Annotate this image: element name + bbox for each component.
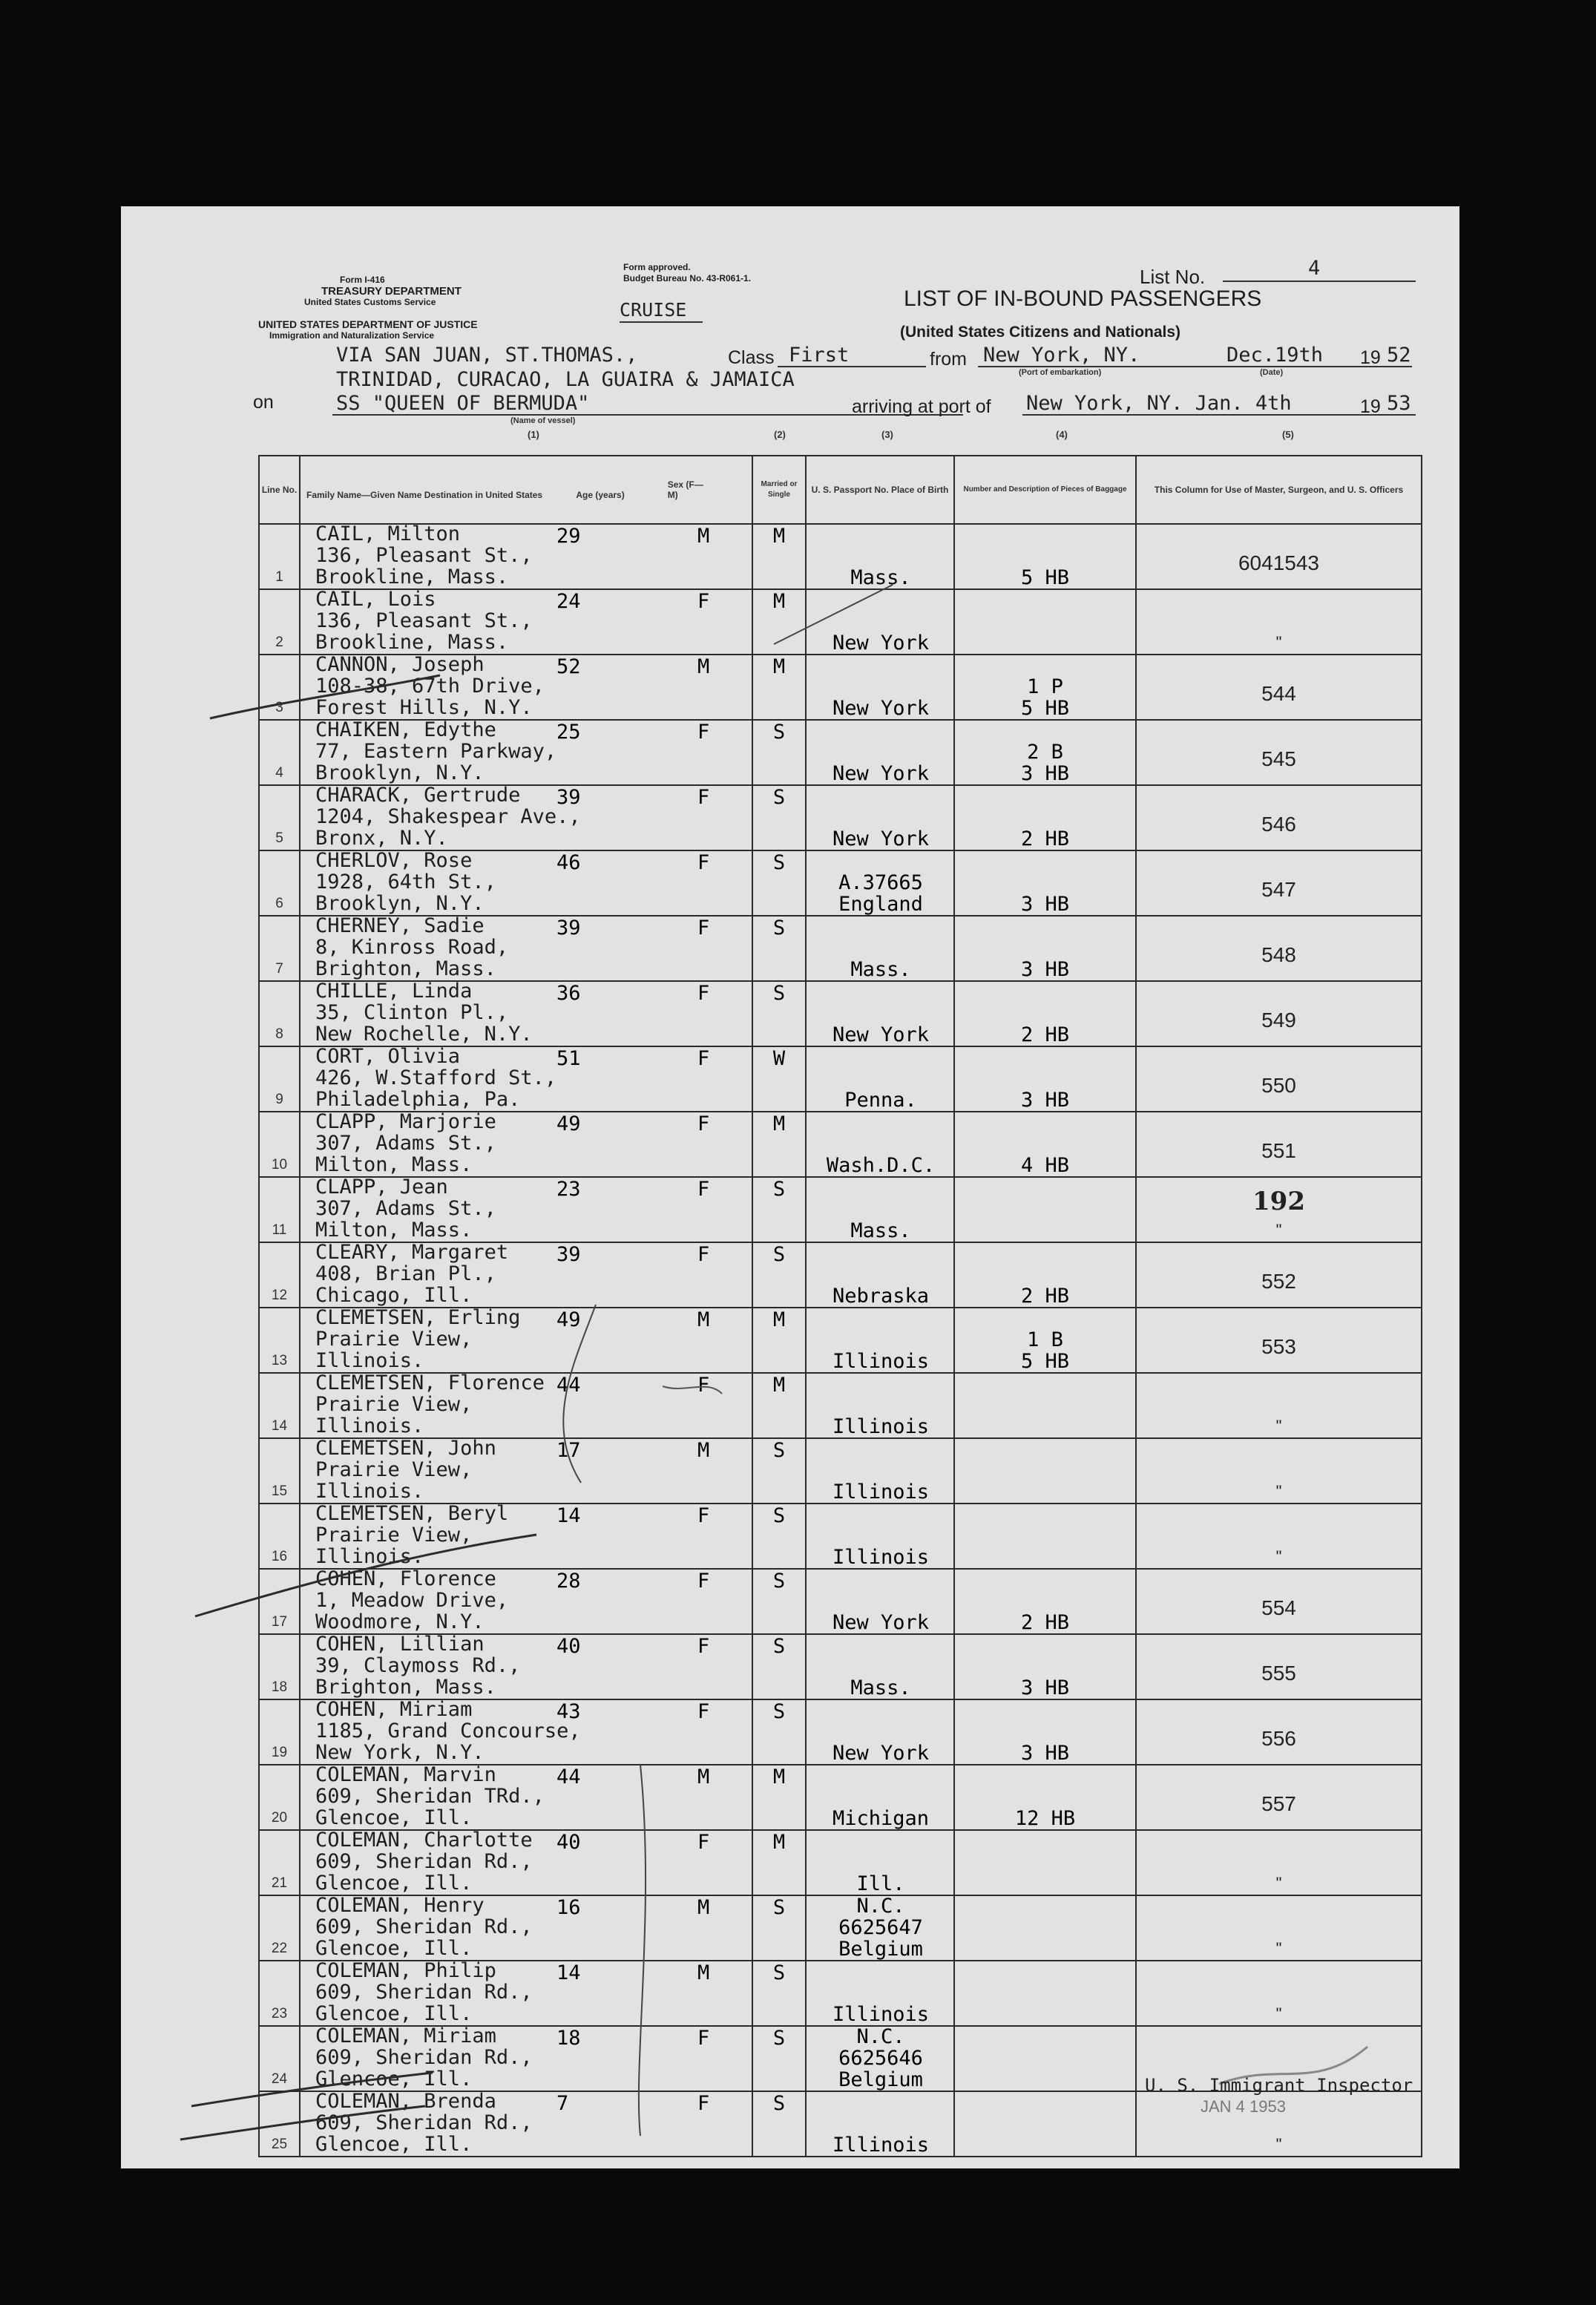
birthplace: New York [832, 1742, 930, 1765]
officer-value: " [1275, 1417, 1282, 1435]
passenger-name: CHILLE, Linda [315, 980, 473, 1003]
from-label: from [930, 349, 967, 370]
sex: F [697, 851, 710, 874]
age: 36 [556, 982, 581, 1005]
birthplace: New York [832, 1023, 930, 1046]
from-date: Dec.19th [1226, 344, 1324, 367]
arrival-year: 53 [1387, 392, 1411, 415]
line-number: 11 [272, 1222, 287, 1238]
passenger-name: CLEMETSEN, Beryl [315, 1502, 509, 1525]
address-line-1: 1, Meadow Drive, [315, 1589, 509, 1612]
passenger-name: CHAIKEN, Edythe [315, 718, 496, 741]
officer-value: " [1275, 1482, 1282, 1501]
line-number: 13 [271, 1353, 288, 1368]
age: 25 [556, 721, 581, 744]
passenger-name: CLAPP, Marjorie [315, 1110, 496, 1133]
address-line-2: Illinois. [315, 1480, 424, 1503]
pen-stroke [195, 1535, 536, 1616]
birthplace: Belgium [838, 1938, 923, 1961]
baggage: 2 B 3 HB [1020, 741, 1070, 785]
address-line-1: 1928, 64th St., [315, 870, 496, 894]
baggage: 3 HB [1020, 1676, 1070, 1699]
marital-status: S [772, 1178, 786, 1201]
address-line-2: Chicago, Ill. [315, 1284, 473, 1307]
birthplace: England [838, 893, 923, 916]
officer-value: " [1275, 1221, 1282, 1239]
birthplace: Wash.D.C. [826, 1154, 936, 1177]
officer-value: " [1275, 1939, 1282, 1958]
officer-value: " [1275, 1547, 1282, 1566]
age: 24 [556, 590, 581, 613]
passenger-name: CLEMETSEN, John [315, 1437, 496, 1460]
passport-number: A.37665 [838, 871, 923, 894]
address-line-2: Illinois. [315, 1349, 424, 1372]
officer-value: 556 [1261, 1727, 1296, 1750]
baggage: 3 HB [1020, 958, 1070, 981]
pen-stroke [563, 1305, 596, 1483]
sex: F [697, 590, 710, 613]
age: 52 [556, 655, 581, 678]
officer-value: 555 [1261, 1662, 1296, 1685]
baggage: 4 HB [1020, 1154, 1070, 1177]
marital-status: S [772, 2092, 786, 2115]
header-passport: U. S. Passport No. Place of Birth [806, 456, 954, 524]
birthplace: New York [832, 697, 930, 720]
birthplace: Illinois [832, 1350, 930, 1373]
address-line-2: Glencoe, Ill. [315, 2002, 473, 2025]
line-number: 14 [271, 1418, 288, 1434]
sex: F [697, 1178, 710, 1201]
sex: F [697, 1047, 710, 1070]
manifest-sheet [121, 206, 1459, 2168]
marital-status: M [772, 1308, 786, 1331]
address-line-1: 609, Sheridan Rd., [315, 2046, 533, 2069]
header-married: Married or Single [752, 456, 806, 524]
baggage: 5 HB [1020, 566, 1070, 589]
passport-number: N.C. 6625647 [838, 1895, 923, 1939]
age: 39 [556, 917, 581, 940]
passenger-name: COLEMAN, Miriam [315, 2024, 496, 2047]
line-number: 21 [271, 1875, 288, 1891]
marital-status: S [772, 1635, 786, 1658]
address-line-2: Brooklyn, N.Y. [315, 892, 485, 915]
sex: M [697, 1765, 710, 1788]
address-line-2: Brookline, Mass. [315, 565, 509, 588]
age: 39 [556, 1243, 581, 1266]
pen-stroke [663, 1386, 722, 1394]
birthplace: Ill. [856, 1872, 905, 1895]
marital-status: W [772, 1047, 786, 1070]
sex: F [697, 2092, 710, 2115]
pen-stroke [639, 1765, 646, 2136]
address-line-1: 39, Claymoss Rd., [315, 1654, 521, 1677]
ins-service: Immigration and Naturalization Service [269, 330, 435, 341]
marital-status: S [772, 786, 786, 809]
form-approved: Form approved. [623, 262, 691, 272]
passenger-name: CHARACK, Gertrude [315, 784, 521, 807]
officer-value: 550 [1261, 1074, 1296, 1097]
list-no-label: List No. [1140, 266, 1206, 288]
list-no-value: 4 [1308, 257, 1321, 280]
line-number: 10 [271, 1157, 288, 1173]
age: 14 [556, 1961, 581, 1984]
baggage: 12 HB [1014, 1807, 1076, 1830]
birthplace: New York [832, 632, 930, 655]
address-line-1: Prairie View, [315, 1524, 473, 1547]
cruise-label: CRUISE [620, 299, 687, 321]
line-number: 16 [271, 1549, 288, 1564]
marital-status: S [772, 982, 786, 1005]
address-line-1: Prairie View, [315, 1458, 473, 1481]
birthplace: Illinois [832, 1546, 930, 1569]
address-line-2: New York, N.Y. [315, 1741, 485, 1764]
officer-value: 545 [1261, 747, 1296, 770]
sex: M [697, 1896, 710, 1919]
line-number: 5 [275, 830, 283, 846]
arrival-year-prefix: 19 [1360, 396, 1381, 417]
handwritten-marks [121, 206, 1459, 2168]
officer-value: " [1275, 633, 1282, 652]
on-label: on [253, 392, 274, 413]
marital-status: S [772, 1961, 786, 1984]
sex: F [697, 1831, 710, 1854]
sex: F [697, 1374, 710, 1397]
line-number: 22 [271, 1941, 288, 1956]
age: 18 [556, 2027, 581, 2050]
marital-status: S [772, 1570, 786, 1593]
marital-status: M [772, 655, 786, 678]
passenger-name: COHEN, Miriam [315, 1698, 473, 1721]
address-line-1: Prairie View, [315, 1328, 473, 1351]
address-line-2: Glencoe, Ill. [315, 1872, 473, 1895]
officer-value: 557 [1261, 1792, 1296, 1815]
marital-status: S [772, 721, 786, 744]
sex: F [697, 1243, 710, 1266]
line-number: 9 [275, 1092, 283, 1107]
passenger-name: CLEMETSEN, Florence [315, 1371, 545, 1394]
passenger-name: COHEN, Lillian [315, 1633, 485, 1656]
pen-stroke [180, 2106, 425, 2140]
officer-value: 551 [1261, 1139, 1296, 1162]
age: 51 [556, 1047, 581, 1070]
age: 43 [556, 1700, 581, 1723]
address-line-1: 609, Sheridan Rd., [315, 2111, 533, 2134]
line-number: 12 [271, 1288, 288, 1303]
age: 40 [556, 1635, 581, 1658]
baggage: 3 HB [1020, 1089, 1070, 1112]
line-number: 6 [275, 896, 283, 911]
manifest-title: LIST OF IN-BOUND PASSENGERS [904, 286, 1262, 311]
birthplace: Mass. [850, 1219, 911, 1242]
passenger-name: COLEMAN, Charlotte [315, 1829, 533, 1852]
sex: F [697, 786, 710, 809]
officer-value: 549 [1261, 1009, 1296, 1032]
officer-value: 548 [1261, 943, 1296, 966]
passenger-name: CHERNEY, Sadie [315, 914, 485, 937]
age: 29 [556, 525, 581, 548]
birthplace: Illinois [832, 2003, 930, 2026]
via-line-1: VIA SAN JUAN, ST.THOMAS., [336, 344, 638, 367]
age: 46 [556, 851, 581, 874]
passenger-name: COLEMAN, Brenda [315, 2090, 496, 2113]
birthplace: Penna. [844, 1089, 917, 1112]
officer-value: 6041543 [1238, 551, 1319, 574]
address-line-1: 136, Pleasant St., [315, 544, 533, 567]
officer-value: 546 [1261, 813, 1296, 836]
baggage: 2 HB [1020, 1611, 1070, 1634]
passenger-name: COLEMAN, Henry [315, 1894, 485, 1917]
age: 17 [556, 1439, 581, 1462]
sex: F [697, 1570, 710, 1593]
date-caption: (Date) [1260, 368, 1284, 377]
inspector-label: U. S. Immigrant Inspector [1145, 2075, 1413, 2096]
class-label: Class [728, 347, 775, 368]
address-line-1: 609, Sheridan TRd., [315, 1785, 545, 1808]
marital-status: S [772, 1439, 786, 1462]
age: 49 [556, 1112, 581, 1135]
marital-status: M [772, 1112, 786, 1135]
birthplace: New York [832, 762, 930, 785]
column-number-1: (1) [528, 429, 539, 440]
age: 28 [556, 1570, 581, 1593]
passenger-name: CHERLOV, Rose [315, 849, 473, 872]
baggage: 1 B 5 HB [1020, 1328, 1070, 1373]
passenger-name: COLEMAN, Philip [315, 1959, 496, 1982]
age: 23 [556, 1178, 581, 1201]
line-number: 15 [271, 1483, 288, 1499]
passenger-name: CAIL, Lois [315, 588, 436, 611]
address-line-2: Woodmore, N.Y. [315, 1610, 485, 1633]
marital-status: M [772, 1831, 786, 1854]
address-line-2: Milton, Mass. [315, 1219, 473, 1242]
header-age: Age (years) [576, 490, 625, 500]
sex: M [697, 1961, 710, 1984]
column-number-2: (2) [774, 429, 786, 440]
header-baggage: Number and Description of Pieces of Baggage [954, 456, 1136, 524]
line-number: 1 [275, 569, 283, 585]
birthplace: Nebraska [832, 1285, 930, 1308]
passenger-name: CLEMETSEN, Erling [315, 1306, 521, 1329]
officer-value: 554 [1261, 1596, 1296, 1619]
marital-status: M [772, 1374, 786, 1397]
address-line-2: Brighton, Mass. [315, 957, 496, 980]
sex: F [697, 1504, 710, 1527]
header-line-no: Line No. [259, 456, 300, 524]
marital-status: M [772, 590, 786, 613]
line-number: 19 [271, 1745, 288, 1760]
birthplace: Mass. [850, 566, 911, 589]
birthplace: Illinois [832, 1481, 930, 1504]
passport-number: N.C. 6625646 [838, 2025, 923, 2070]
marital-status: M [772, 1765, 786, 1788]
line-number: 25 [271, 2137, 288, 2152]
marital-status: S [772, 1243, 786, 1266]
marital-status: M [772, 525, 786, 548]
header-sex: Sex (F—M) [667, 479, 703, 500]
budget-bureau: Budget Bureau No. 43-R061-1. [623, 273, 752, 283]
sex: M [697, 1308, 710, 1331]
from-year: 52 [1387, 344, 1411, 367]
sex: F [697, 721, 710, 744]
birthplace: Illinois [832, 2134, 930, 2157]
marital-status: S [772, 1896, 786, 1919]
birthplace: New York [832, 827, 930, 850]
passenger-name: CANNON, Joseph [315, 653, 485, 676]
baggage: 1 P 5 HB [1020, 675, 1070, 720]
line-number: 24 [271, 2071, 288, 2087]
via-line-2: TRINIDAD, CURACAO, LA GUAIRA & JAMAICA [336, 368, 795, 391]
age: 40 [556, 1831, 581, 1854]
address-line-1: 609, Sheridan Rd., [315, 1981, 533, 2004]
treasury-dept: TREASURY DEPARTMENT [321, 285, 462, 298]
manifest-subtitle: (United States Citizens and Nationals) [900, 324, 1181, 341]
column-number-4: (4) [1056, 429, 1068, 440]
birthplace: Mass. [850, 1676, 911, 1699]
baggage: 2 HB [1020, 1285, 1070, 1308]
age: 44 [556, 1765, 581, 1788]
line-number: 7 [275, 961, 283, 977]
age: 44 [556, 1374, 581, 1397]
line-number: 17 [271, 1614, 288, 1630]
sex: F [697, 982, 710, 1005]
marital-status: S [772, 2027, 786, 2050]
sex: F [697, 1112, 710, 1135]
baggage: 2 HB [1020, 827, 1070, 850]
passenger-name: COHEN, Florence [315, 1567, 496, 1590]
pen-stroke [774, 585, 893, 644]
line-number: 18 [271, 1679, 288, 1695]
passenger-name: COLEMAN, Marvin [315, 1763, 496, 1786]
address-line-2: Milton, Mass. [315, 1153, 473, 1176]
address-line-1: 408, Brian Pl., [315, 1262, 496, 1285]
age: 7 [556, 2092, 569, 2115]
line-number: 4 [275, 765, 283, 781]
officer-value: 547 [1261, 878, 1296, 901]
address-line-2: Glencoe, Ill. [315, 1937, 473, 1960]
address-line-2: Bronx, N.Y. [315, 827, 448, 850]
header-officers: This Column for Use of Master, Surgeon, and U. S. Officers [1136, 456, 1422, 524]
from-year-prefix: 19 [1360, 347, 1381, 368]
line-number: 23 [271, 2006, 288, 2022]
column-number-5: (5) [1282, 429, 1294, 440]
officer-value: " [1275, 1874, 1282, 1892]
birthplace: Illinois [832, 1415, 930, 1438]
address-line-1: 609, Sheridan Rd., [315, 1850, 533, 1873]
baggage: 3 HB [1020, 1742, 1070, 1765]
age: 49 [556, 1308, 581, 1331]
justice-dept: UNITED STATES DEPARTMENT OF JUSTICE [258, 318, 478, 330]
address-line-1: 1204, Shakespear Ave., [315, 805, 581, 828]
officer-value: " [1275, 2135, 1282, 2154]
sex: F [697, 2027, 710, 2050]
age: 39 [556, 786, 581, 809]
line-number: 8 [275, 1026, 283, 1042]
passenger-name: CAIL, Milton [315, 522, 461, 545]
officer-annotation: 192 [1252, 1187, 1305, 1216]
sex: F [697, 1635, 710, 1658]
address-line-2: Glencoe, Ill. [315, 2068, 473, 2091]
pen-stroke [210, 675, 440, 718]
form-number: Form I-416 [340, 275, 385, 285]
line-number: 3 [275, 700, 283, 715]
vessel-caption: (Name of vessel) [510, 416, 576, 425]
marital-status: S [772, 1504, 786, 1527]
officer-value: 553 [1261, 1335, 1296, 1358]
age: 16 [556, 1896, 581, 1919]
address-line-1: 108-38, 67th Drive, [315, 675, 545, 698]
arriving-label: arriving at port of [852, 396, 991, 417]
address-line-1: 609, Sheridan Rd., [315, 1915, 533, 1938]
sex: M [697, 1439, 710, 1462]
marital-status: S [772, 1700, 786, 1723]
address-line-2: Illinois. [315, 1545, 424, 1568]
address-line-1: 1185, Grand Concourse, [315, 1719, 581, 1742]
address-line-1: 77, Eastern Parkway, [315, 740, 557, 763]
address-line-2: Glencoe, Ill. [315, 2133, 473, 2156]
address-line-2: Brooklyn, N.Y. [315, 761, 485, 784]
sex: M [697, 525, 710, 548]
line-number: 20 [271, 1810, 288, 1826]
address-line-2: Brookline, Mass. [315, 631, 509, 654]
passenger-name: CORT, Olivia [315, 1045, 461, 1068]
address-line-2: Philadelphia, Pa. [315, 1088, 521, 1111]
class-value: First [789, 344, 850, 367]
address-line-2: Glencoe, Ill. [315, 1806, 473, 1829]
pen-stroke [191, 2073, 433, 2106]
address-line-1: 307, Adams St., [315, 1132, 496, 1155]
officer-value: " [1275, 2004, 1282, 2023]
header-name: Family Name—Given Name Destination in United States [306, 490, 543, 500]
baggage: 2 HB [1020, 1023, 1070, 1046]
passenger-name: CLAPP, Jean [315, 1176, 448, 1199]
sex: F [697, 917, 710, 940]
birthplace: New York [832, 1611, 930, 1634]
passenger-name: CLEARY, Margaret [315, 1241, 509, 1264]
customs-service: United States Customs Service [304, 297, 436, 307]
birthplace: Mass. [850, 958, 911, 981]
address-line-2: Forest Hills, N.Y. [315, 696, 533, 719]
address-line-2: New Rochelle, N.Y. [315, 1023, 533, 1046]
vessel-name: SS "QUEEN OF BERMUDA" [336, 392, 590, 415]
address-line-2: Illinois. [315, 1414, 424, 1437]
inspection-stamp-date: JAN 4 1953 [1201, 2097, 1286, 2116]
baggage: 3 HB [1020, 893, 1070, 916]
address-line-1: 426, W.Stafford St., [315, 1066, 557, 1089]
address-line-1: 8, Kinross Road, [315, 936, 509, 959]
officer-value: 552 [1261, 1270, 1296, 1293]
address-line-1: Prairie View, [315, 1393, 473, 1416]
address-line-1: 35, Clinton Pl., [315, 1001, 509, 1024]
from-caption: (Port of embarkation) [1019, 368, 1102, 377]
marital-status: S [772, 917, 786, 940]
address-line-1: 136, Pleasant St., [315, 609, 533, 632]
birthplace: Belgium [838, 2068, 923, 2091]
officer-value: 544 [1261, 682, 1296, 705]
from-port: New York, NY. [983, 344, 1140, 367]
sex: F [697, 1700, 710, 1723]
address-line-2: Brighton, Mass. [315, 1676, 496, 1699]
arrival-port-date: New York, NY. Jan. 4th [1026, 392, 1292, 415]
column-number-3: (3) [881, 429, 893, 440]
sex: M [697, 655, 710, 678]
line-number: 2 [275, 635, 283, 650]
marital-status: S [772, 851, 786, 874]
birthplace: Michigan [832, 1807, 930, 1830]
address-line-1: 307, Adams St., [315, 1197, 496, 1220]
age: 14 [556, 1504, 581, 1527]
